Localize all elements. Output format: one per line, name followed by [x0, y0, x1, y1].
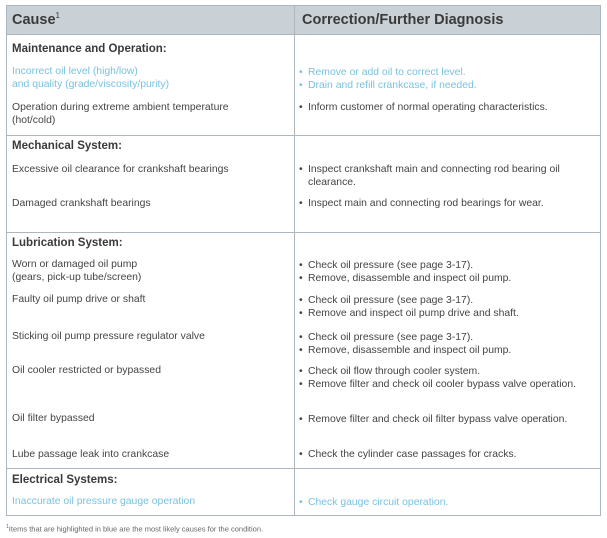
cause-damaged-bearings: Damaged crankshaft bearings [12, 198, 151, 209]
bullet-item: • Check the cylinder case passages for cracks. [299, 449, 595, 462]
correction-faulty-pump-drive [299, 295, 595, 320]
bullet-item: • Check gauge circuit operation. [299, 497, 595, 510]
bullet-item: • Check oil pressure (see page 3-17). [299, 295, 595, 308]
cause-worn-oil-pump: Worn or damaged oil pump (gears, pick-up tube/screen) [12, 259, 142, 283]
bullet-item: • Inspect main and connecting rod bearings for wear. [299, 198, 595, 211]
cause-faulty-pump-drive: Faulty oil pump drive or shaft [12, 294, 146, 305]
footnote-marker: 1 [55, 11, 60, 20]
bullet-item: • Drain and refill crankcase, if needed. [299, 80, 595, 93]
section-title-maintenance: Maintenance and Operation: [12, 43, 167, 55]
bullet-item: • Check oil pressure (see page 3-17). [299, 260, 595, 273]
correction-inaccurate-gauge [299, 497, 595, 510]
bullet-item: • Inspect crankshaft main and connecting rod bearing oil clearance. [299, 164, 595, 189]
bullet-item: • Inform customer of normal operating characteristics. [299, 102, 595, 115]
correction-sticking-regulator [299, 332, 595, 357]
section-title-electrical: Electrical Systems: [12, 474, 118, 486]
section-divider [7, 232, 600, 233]
correction-damaged-bearings [299, 198, 595, 211]
cause-excessive-clearance: Excessive oil clearance for crankshaft bearings [12, 164, 229, 175]
correction-oil-cooler [299, 366, 595, 391]
correction-incorrect-oil-level [299, 67, 595, 92]
bullet-item: • Check oil pressure (see page 3-17). [299, 332, 595, 345]
correction-extreme-temperature [299, 102, 595, 115]
section-divider [7, 135, 600, 136]
correction-column-header: Correction/Further Diagnosis [302, 12, 504, 28]
bullet-item: • Check oil flow through cooler system. [299, 366, 595, 379]
cause-column-header: Cause$^1$ [12, 11, 60, 28]
cause-extreme-temperature: Operation during extreme ambient temperature (hot/cold) [12, 102, 229, 126]
footnote: $^1$Items that are highlighted in blue are the most likely causes for the condition. [6, 524, 264, 534]
column-divider [294, 6, 295, 515]
section-title-lubrication: Lubrication System: [12, 237, 123, 249]
footnote-marker: 1 [6, 524, 9, 530]
bullet-item: • Remove, disassemble and inspect oil pump. [299, 273, 595, 286]
cause-incorrect-oil-level: Incorrect oil level (high/low) and quality (grade/viscosity/purity) [12, 66, 170, 90]
bullet-item: • Remove and inspect oil pump drive and shaft. [299, 308, 595, 321]
table-header [7, 6, 600, 35]
section-title-mechanical: Mechanical System: [12, 140, 122, 152]
cause-oil-filter-bypassed: Oil filter bypassed [12, 413, 95, 424]
bullet-item: • Remove filter and check oil filter bypass valve operation. [299, 414, 595, 427]
bullet-item: • Remove filter and check oil cooler bypass valve operation. [299, 379, 595, 392]
bullet-item: • Remove or add oil to correct level. [299, 67, 595, 80]
correction-oil-filter-bypassed [299, 414, 595, 427]
correction-excessive-clearance [299, 164, 595, 189]
cause-oil-cooler: Oil cooler restricted or bypassed [12, 365, 161, 376]
correction-lube-passage-leak [299, 449, 595, 462]
section-divider [7, 468, 600, 469]
bullet-item: • Remove, disassemble and inspect oil pump. [299, 345, 595, 358]
cause-lube-passage-leak: Lube passage leak into crankcase [12, 449, 170, 460]
cause-inaccurate-gauge: Inaccurate oil pressure gauge operation [12, 496, 196, 507]
cause-sticking-regulator: Sticking oil pump pressure regulator valve [12, 331, 205, 342]
correction-worn-oil-pump [299, 260, 595, 285]
diagnosis-table [6, 5, 601, 516]
